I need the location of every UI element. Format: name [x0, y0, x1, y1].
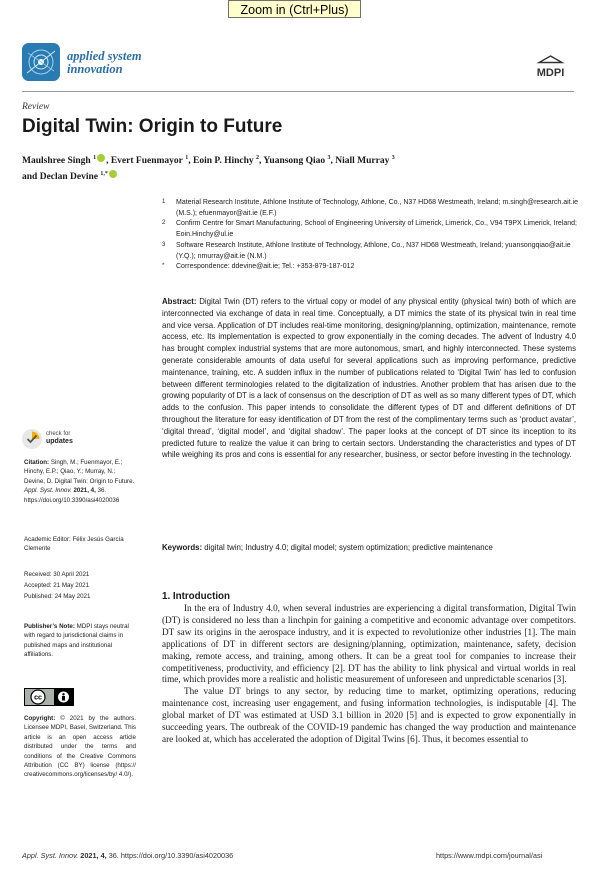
check-updates-mark-icon — [22, 429, 42, 449]
section-heading: 1. Introduction — [162, 591, 231, 602]
keywords-text: digital twin; Industry 4.0; digital model; system optimization; predictive maintenance — [204, 543, 493, 552]
author-name[interactable]: Evert Fuenmayor — [110, 156, 183, 167]
accepted-label: Accepted: — [24, 582, 52, 589]
publication-dates — [24, 569, 136, 602]
footer-year-volume: 2021, 4, — [80, 851, 107, 860]
received-label: Received: — [24, 571, 52, 578]
affiliation-text: Software Research Institute, Athlone Institute of Technology, Athlone, Co., N37 HD68 Westmeath, Ireland; yuansongqiao@ait.ie (Y.Q.); nmurray@ait.ie (N.M.) — [176, 241, 571, 260]
affiliation-number: 3 — [162, 241, 166, 248]
publisher-note-label: Publisher’s Note: — [24, 623, 75, 630]
check-updates-badge[interactable] — [46, 431, 73, 446]
cc-logo-text: cc — [34, 694, 42, 702]
author-name[interactable]: Yuansong Qiao — [263, 156, 326, 167]
copyright-text: © 2021 by the authors. Licensee MDPI, Basel, Switzerland. This article is an open access article distributed under the terms and conditions of the Creative Commons Attribution (CC BY) license (https:// creativecommons.org/licenses/by/ 4.0/). — [24, 715, 136, 779]
author-name[interactable]: Eoin P. Hinchy — [193, 156, 254, 167]
mdpi-logo-icon — [529, 55, 572, 81]
abstract — [162, 296, 576, 461]
affiliation-number: * — [162, 263, 165, 270]
author-affil-sup: 3 — [327, 155, 331, 161]
correspondence-text: Correspondence: ddevine@ait.ie; Tel.: +353-879-187-012 — [176, 263, 355, 271]
accepted-value: 21 May 2021 — [53, 582, 90, 589]
academic-editor — [24, 535, 136, 554]
editor-label: Academic Editor: — [24, 536, 71, 543]
affiliation-number: 2 — [162, 220, 166, 227]
affiliation-item — [162, 241, 582, 262]
cc-by-license-icon[interactable] — [24, 688, 74, 706]
journal-logo-icon — [22, 43, 60, 81]
citation-journal: Appl. Syst. Innov. — [24, 487, 72, 495]
cc-by-badge-icon — [24, 688, 74, 706]
abstract-text: Digital Twin (DT) refers to the virtual copy or model of any physical entity (physical twin) both of which are interconnected via exchange of data in real time. Conceptually, a DT mimics the state of its physical twin in real time and vice versa. Application of DT includes real-time monitoring, designing/planning, optimization, maintenance, remote access, etc. Its implementation is expected to grow exponentially in the coming decades. The advent of Industry 4.0 has brought complex industrial systems that are more autonomous, smart, and highly interconnected. These systems generate considerable amounts of data useful for several applications such as improving performance, predictive maintenance, training, etc. A sudden influx in the number of publications related to ‘Digital Twin’ has led to confusion between different terminologies related to the digitalization of industries. Another problem that has arisen due to the growing popularity of DT is a lack of consensus on the description of DT as well as so many different types of DT, which adds to the confusion. This paper intends to consolidate the different types of DT and different definitions of DT throughout the literature for easy identification of DT from the rest of the complimentary terms such as ‘product avatar’, ‘digital thread’, ‘digital model’, and ‘digital shadow’. The paper looks at the concept of DT since its inception to its predicted future to realize the value it can bring to certain sectors. Understanding the characteristics and types of DT while weighing its pros and cons is essential for any researcher, business, or sector before investing in the technology. — [162, 297, 576, 460]
footer-doi[interactable]: 36. https://doi.org/10.3390/asi4020036 — [108, 851, 234, 860]
published-value: 24 May 2021 — [54, 593, 91, 600]
article-type: Review — [22, 102, 50, 112]
affiliation-item — [162, 262, 582, 273]
published-date — [24, 591, 136, 602]
copyright-notice — [24, 714, 136, 780]
author-name[interactable]: Maulshree Singh — [22, 156, 91, 167]
journal-name — [67, 50, 142, 76]
body-paragraph: In the era of Industry 4.0, when several industries are experiencing a digital transformation, Digital Twin (DT) is considered no less than a linchpin for gaining a competitive and economic advantage over competitors. DT saw its origins in the aerospace industry, and it is expected to revolutionize other industries [1]. The main applications of DT in different sectors are designing/planning, optimization, maintenance, safety, decision making, remote access, and training, among others. It can be a great tool for companies to increase their competitiveness, productivity, and efficiency [2]. DT has the ability to link physical and virtual worlds in real time, which provides more a realistic and holistic measurement of unforeseen and unpredictable scenarios [3]. — [162, 603, 576, 685]
affiliation-text: Material Research Institute, Athlone Institute of Technology, Athlone, Co., N37 HD68 Westmeath, Ireland; m.singh@research.ait.ie (M.S.); efuenmayor@ait.ie (E.F.) — [176, 199, 579, 217]
citation-doi[interactable]: 36. https://doi.org/10.3390/asi4020036 — [24, 487, 120, 504]
author-affil-sup: 1 — [185, 155, 189, 161]
citation-year-volume: 2021, 4, — [73, 487, 96, 495]
author-affil-sup: 3 — [391, 155, 395, 161]
orcid-icon[interactable] — [109, 170, 117, 178]
publisher-note — [24, 622, 136, 660]
received-date — [24, 569, 136, 580]
received-value: 30 April 2021 — [53, 571, 90, 578]
accepted-date — [24, 580, 136, 591]
publisher-note-text: MDPI stays neutral with regard to jurisdictional claims in published maps and institutional affiliations. — [24, 623, 129, 659]
author-name[interactable]: Niall Murray — [335, 156, 390, 167]
citation-text: Singh, M.; Fuenmayor, E.; Hinchy, E.P.; Qiao, Y.; Murray, N.; Devine, D. Digital Twin: Origin to Future. — [24, 459, 135, 485]
zoom-tooltip: Zoom in (Ctrl+Plus) — [228, 0, 361, 18]
journal-name-line2: innovation — [67, 62, 123, 76]
citation-block — [24, 458, 136, 505]
keywords — [162, 542, 576, 553]
affiliations — [162, 198, 582, 273]
copyright-label: Copyright: — [24, 715, 56, 722]
article-title: Digital Twin: Origin to Future — [22, 116, 283, 137]
body-paragraph: The value DT brings to any sector, by reducing time to market, optimizing operations, reducing maintenance cost, increasing user engagement, and fusing information technologies, is indisputable [4]. The global market of DT was estimated at USD 3.1 billion in 2020 [5] and is expected to grow exponentially in succeeding years. The outbreak of the COVID-19 pandemic has changed the way production and maintenance are looked at, which has accelerated the adoption of Digital Twins [6]. Thus, it becomes essential to — [162, 686, 576, 744]
keywords-label: Keywords: — [162, 543, 203, 552]
author-affil-sup: 1,* — [100, 171, 108, 178]
mdpi-logo — [529, 55, 572, 81]
footer-citation — [22, 851, 233, 860]
affiliation-number: 1 — [162, 199, 166, 205]
affiliation-item — [162, 219, 582, 240]
affiliation-item — [162, 198, 582, 219]
journal-name-line1: applied system — [67, 49, 142, 63]
author-conjunction: and — [22, 172, 38, 183]
author-affil-sup: 1 — [93, 155, 97, 161]
header-divider — [22, 91, 574, 92]
journal-logo — [22, 43, 60, 81]
author-name[interactable]: Declan Devine — [39, 172, 99, 183]
editor-name: Félix Jesús García Clemente — [24, 536, 124, 553]
author-affil-sup: 2 — [256, 155, 260, 161]
published-label: Published: — [24, 593, 53, 600]
check-updates-line1: check for — [46, 431, 71, 437]
author-list: Maulshree Singh $^1$ , Evert Fuenmayor $^1$, Eoin P. Hinchy $^2$, Yuansong Qiao $^3$, Niall Murray $^3$ and Declan Devine $^{1,*}$ — [22, 155, 395, 183]
affiliation-text: Confirm Centre for Smart Manufacturing, School of Engineering University of Limerick, Limerick, Co., V94 T9PX Limerick, Ireland; Eoin.Hinchy@ul.ie — [176, 220, 577, 239]
citation-label: Citation: — [24, 459, 50, 466]
footer-journal-url[interactable]: https://www.mdpi.com/journal/asi — [436, 851, 543, 860]
mdpi-logo-text: MDPI — [536, 67, 565, 79]
orcid-icon[interactable] — [97, 154, 105, 162]
check-updates-icon[interactable] — [22, 429, 42, 449]
footer-journal: Appl. Syst. Innov. — [22, 851, 79, 860]
check-updates-line2: updates — [46, 438, 73, 445]
introduction-body — [162, 603, 576, 746]
abstract-label: Abstract: — [162, 297, 197, 306]
